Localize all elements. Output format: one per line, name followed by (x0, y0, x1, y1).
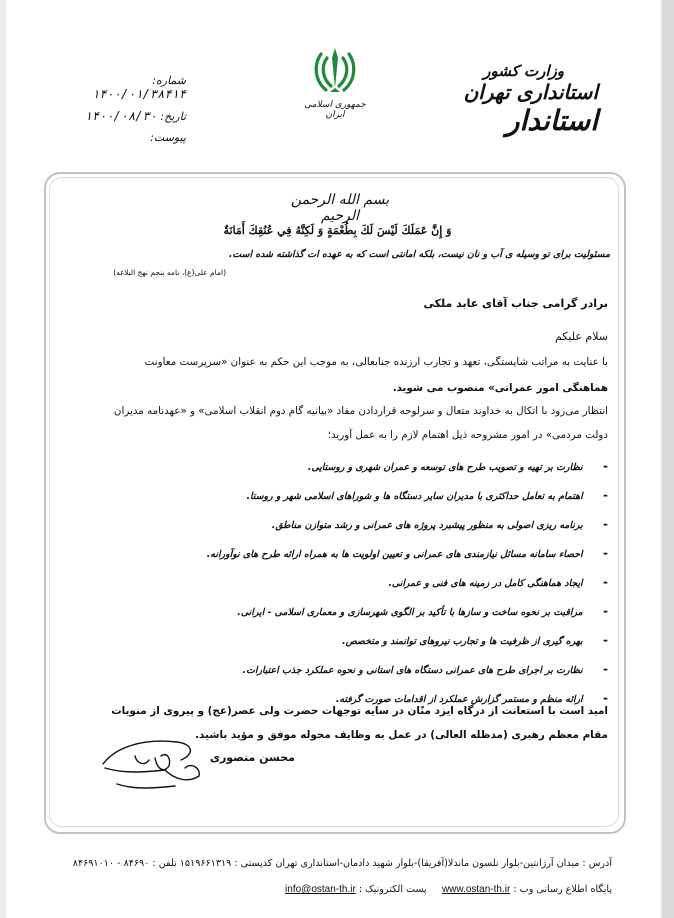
list-item (108, 513, 608, 542)
date-label: تاریخ: (160, 110, 186, 123)
signature (95, 728, 205, 798)
list-item (108, 600, 608, 629)
website-label: پایگاه اطلاع رسانی وب : (513, 884, 612, 895)
list-item (108, 571, 608, 600)
footer-address: آدرس : میدان آرژانتین-بلوار نلسون ماندلا(آفریقا)-بلوار شهید دادمان-استانداری تهران کدپستی : ۱۵۱۹۶۶۱۳۱۹ تلفن : ۸۴۶۹۰ - ۸۴۶۹۱۰۱۰ (72, 858, 612, 869)
emblem-block (300, 44, 370, 120)
bullet-marker: - (603, 662, 608, 676)
list-item (108, 629, 608, 658)
bullet-marker: - (603, 517, 608, 531)
verse: وَ إِنَّ عَمَلَكَ لَيْسَ لَكَ بِطُعْمَةٍ وَ لَكِنَّهُ فِي عُنُقِكَ أَمَانَةٌ (223, 224, 452, 237)
list-item-text: اهتمام به تعامل حداکثری با مدیران سایر دستگاه ها و شوراهای اسلامی شهر و روستا. (246, 491, 583, 502)
greeting: سلام علیکم (554, 330, 608, 343)
list-item-text: برنامه ریزی اصولی به منظور پیشبرد پروژه های عمرانی و رشد متوازن مناطق. (271, 520, 583, 531)
signature-scribble-icon (95, 728, 205, 798)
verse-translation: مسئولیت برای تو وسیله ی آب و نان نیست، بلکه امانتی است که به عهده ات گذاشته شده است. (228, 249, 610, 260)
paragraph-2-line-a: انتظار می‌رود با اتکال به خداوند متعال و سرلوحه قراردادن مفاد «بیانیه گام دوم انقلاب اسلامی» و «عهدنامه مدیران (113, 405, 608, 417)
duties-list (108, 455, 608, 716)
bullet-marker: - (603, 546, 608, 560)
bullet-marker: - (603, 633, 608, 647)
attachment-label: پیوست: (150, 131, 186, 144)
bullet-marker: - (603, 459, 608, 473)
letter-meta (76, 74, 186, 144)
list-item-text: احصاء سامانه مسائل نیازمندی های عمرانی و تعیین اولویت ها به همراه ارائه طرح های نوآورانه. (206, 549, 583, 560)
email-link[interactable]: info@ostan-th.ir (285, 884, 356, 895)
list-item-text: ایجاد هماهنگی کامل در زمینه های فنی و عمرانی. (388, 578, 583, 589)
bullet-marker: - (603, 691, 608, 705)
bullet-marker: - (603, 604, 608, 618)
recipient: برادر گرامی جناب آقای عابد ملکی (423, 297, 608, 310)
list-item (108, 484, 608, 513)
ministry-line3: استاندار (505, 104, 598, 137)
ministry-line2: استانداری تهران (463, 80, 598, 104)
number-label: شماره: (152, 74, 186, 87)
paragraph-1-line-a: با عنایت به مراتب شایستگی، تعهد و تجارب ارزنده جنابعالی، به موجب این حکم به عنوان «سرپرست معاونت (144, 356, 608, 368)
closing-line-b: مقام معظم رهبری (مدظله العالی) در عمل به وظایف محوله موفق و مؤید باشید. (195, 729, 608, 741)
signer-name: محسن منصوری (209, 751, 295, 764)
email-label: پست الکترونیک : (358, 884, 427, 895)
ministry-line1: وزارت کشور (483, 62, 564, 80)
website-link[interactable]: www.ostan-th.ir (441, 884, 511, 895)
bullet-marker: - (603, 488, 608, 502)
paragraph-1 (60, 355, 608, 395)
date-value: ۱۴۰۰/۰۸/۳۰ (84, 109, 157, 123)
footer-contact (52, 884, 612, 895)
list-item (108, 455, 608, 484)
basmala: بسم الله الرحمن الرحیم (290, 192, 390, 224)
scan-edge-left (0, 0, 6, 918)
bullet-marker: - (603, 575, 608, 589)
number-value: ۱۴۰۰/۰۱/۳۸۴۱۴ (92, 87, 186, 101)
list-item-text: مراقبت بر نحوه ساخت و سازها با تأکید بر الگوی شهرسازی و معماری اسلامی - ایرانی. (237, 607, 583, 618)
list-item (108, 658, 608, 687)
closing-line-a: امید است با استعانت از درگاه ایزد منّان در سایه توجهات حضرت ولی عصر(عج) و پیروی از منویات (111, 705, 608, 717)
verse-source: (امام علی(ع)، نامه پنجم نهج البلاغه) (113, 268, 226, 277)
list-item-text: نظارت بر تهیه و تصویب طرح های توسعه و عمران شهری و روستایی. (307, 462, 583, 473)
ministry-block (458, 62, 598, 137)
scan-edge-right (662, 0, 674, 918)
paragraph-2-line-b: دولت مردمی» در امور مشروحه ذیل اهتمام لازم را به عمل آورید؛ (327, 429, 608, 441)
emblem-caption: جمهوری اسلامی ایران (304, 100, 366, 120)
iran-emblem-icon (312, 44, 358, 96)
paragraph-1-line-b: هماهنگی امور عمرانی» منصوب می شوید. (392, 382, 608, 394)
list-item-text: نظارت بر اجرای طرح های عمرانی دستگاه های استانی و نحوه عملکرد جذب اعتبارات. (242, 665, 583, 676)
paragraph-2 (60, 404, 608, 442)
list-item-text: ارائه منظم و مستمر گزارش عملکرد از اقدامات صورت گرفته. (335, 694, 583, 705)
list-item-text: بهره گیری از ظرفیت ها و تجارب نیروهای توانمند و متخصص. (342, 636, 583, 647)
list-item (108, 542, 608, 571)
